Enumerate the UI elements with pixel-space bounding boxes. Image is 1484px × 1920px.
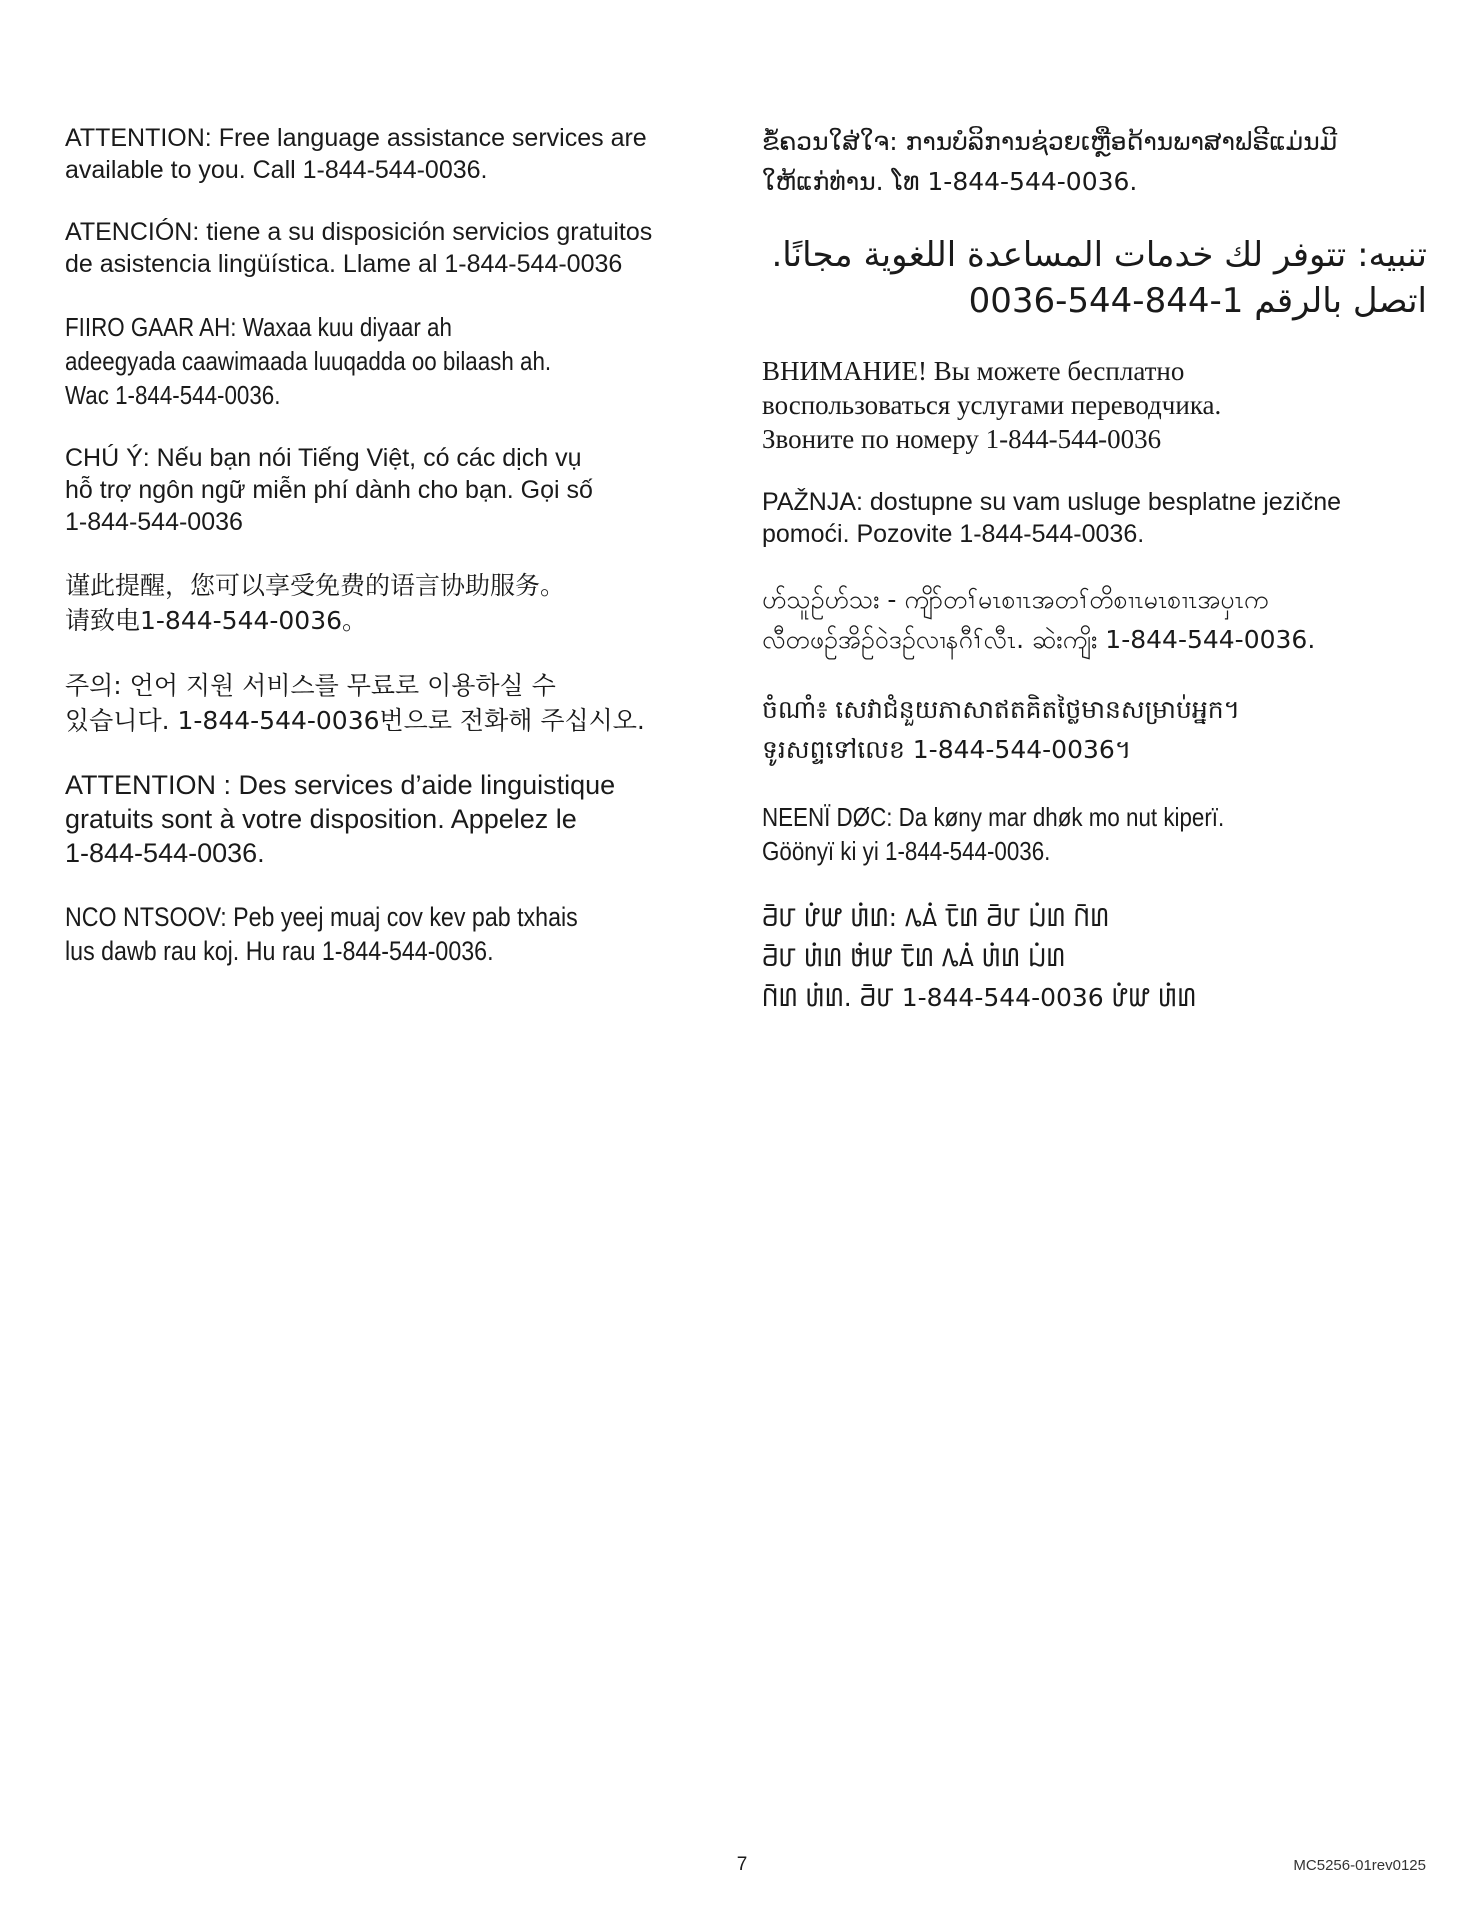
left-column (65, 122, 685, 998)
notice-nuer: NEENÏ DØC: Da køny mar dhøk mo nut kiperï. Göönyï ki yi 1-844-544-0036. (762, 802, 1225, 866)
notice-lao: ຂໍ້ຄວນໃສ່ໃຈ: ການບໍລິການຊ່ວຍເຫຼືອດ້ານພາສາຟຣີແມ່ນມີ ໃຫ້ແກ່ທ່ານ. ໂທ 1-844-544-0036. (762, 127, 1338, 196)
notice-spanish: ATENCIÓN: tiene a su disposición servicios gratuitos de asistencia lingüística. Llame al 1-844-544-0036 (65, 218, 653, 278)
notice-somali: FIIRO GAAR AH: Waxaa kuu diyaar ah adeegyada caawimaada luuqadda oo bilaash ah. Wac 1-844-544-0036. (65, 312, 552, 410)
notice-serbo-croatian: PAŽNJA: dostupne su vam usluge besplatne jezične pomoći. Pozovite 1-844-544-0036. (762, 488, 1342, 548)
notice-vietnamese: CHÚ Ý: Nếu bạn nói Tiếng Việt, có các dịch vụ hỗ trợ ngôn ngữ miễn phí dành cho bạn. Gọi số 1-844-544-0036 (65, 444, 593, 536)
form-code: MC5256-01rev0125 (1293, 1857, 1426, 1874)
notice-hmong-pahawh: 𖬁𖬲𖬬 𖬗𖬰𖬤 𖬆𖬰𖬞: 𖬂𖬮𖬰 𖬘𖬲𖬞 𖬁𖬲𖬬 𖬔𖬰𖬞 𖬇𖬲𖬞 𖬁𖬲𖬬 𖬆𖬰𖬞 𖬓𖬰𖬤 𖬘𖬲𖬞 𖬂𖬮𖬰 𖬆𖬰𖬞 𖬔𖬰𖬞 𖬇𖬲𖬞 𖬆𖬰𖬞. 𖬁𖬲𖬬 1-844-544-0036 𖬗𖬰𖬤 𖬆𖬰𖬞 (762, 903, 1197, 1012)
notice-hmong: NCO NTSOOV: Peb yeej muaj cov kev pab txhais lus dawb rau koj. Hu rau 1-844-544-0036. (65, 902, 578, 966)
notice-chinese: 谨此提醒，您可以享受免费的语言协助服务。 请致电1-844-544-0036。 (65, 571, 566, 635)
page-number: 7 (736, 1854, 748, 1875)
notice-karen: ဟ်သူဉ်ဟ်သး - ကျိာ်တၢ်မၤစၢၤအတၢ်တိစၢၤမၤစၢၤအပှၤက လီတဖဉ်အိဉ်ဝဲဒဉ်လၢနဂီၢ်လီၤ. ဆဲးကျိး 1-844-544-0036. (762, 585, 1316, 654)
notice-french: ATTENTION : Des services d’aide linguistique gratuits sont à votre disposition. Appelez le 1-844-544-0036. (65, 770, 616, 868)
right-column (762, 122, 1427, 1048)
notice-russian: ВНИМАНИЕ! Вы можете бесплатно воспользоваться услугами переводчика. Звоните по номеру 1-844-544-0036 (762, 356, 1222, 454)
notice-english: ATTENTION: Free language assistance services are available to you. Call 1-844-544-0036. (65, 124, 647, 184)
notice-khmer: ចំណាំ៖ សេវាជំនួយភាសាឥតគិតថ្លៃមានសម្រាប់អ្នក។ ទូរសព្ទទៅលេខ 1-844-544-0036។ (762, 695, 1241, 764)
notice-korean: 주의: 언어 지원 서비스를 무료로 이용하실 수 있습니다. 1-844-544-0036번으로 전화해 주십시오. (65, 671, 645, 735)
notice-arabic: تنبيه: تتوفر لك خدمات المساعدة اللغوية مجانًا. اتصل بالرقم 1-844-544-0036 (771, 235, 1427, 321)
